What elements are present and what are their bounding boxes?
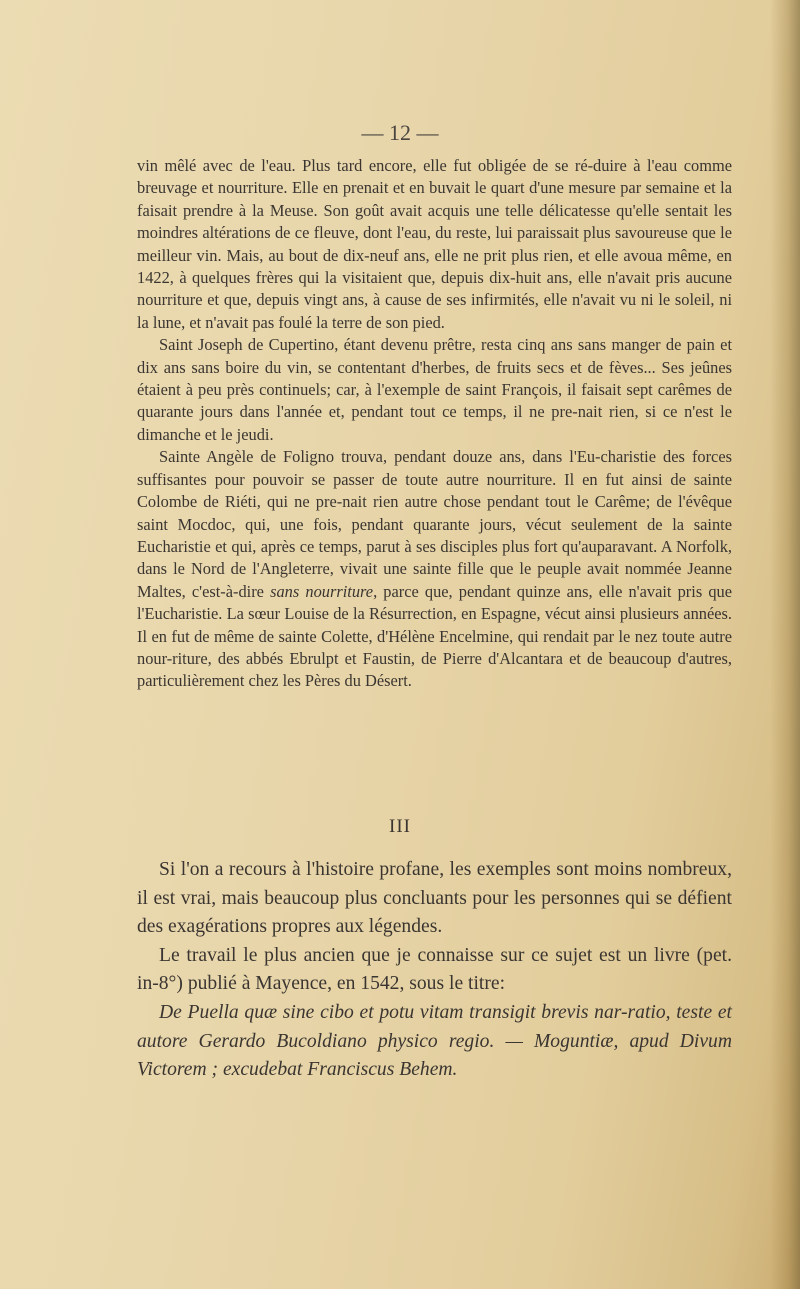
paragraph: Saint Joseph de Cupertino, étant devenu prêtre, resta cinq ans sans manger de pain et dix ans sans boire du vin, se contentant d'herbes, de fruits secs et de fèves... Ses jeûnes étaient à peu près continuels; car, à l'exemple de saint François, il faisait sept carêmes de quarante jours dans l'année et, pendant tout ce temps, il ne pre-nait rien, si ce n'est le dimanche et le jeudi. bbox=[137, 335, 732, 444]
paragraph-text: Sainte Angèle de Foligno trouva, pendant douze ans, dans l'Eu-charistie des forces suffisantes pour pouvoir se passer de toute autre nourriture. Il en fut ainsi de sainte Colombe de Riéti, qui ne pre-nait rien autre chose pendant tout le Carême; de l'évêque saint Mocdoc, qui, une fois, pendant quarante jours, vécut seulement de la sainte Eucharistie et qui, après ce temps, parut à ses disciples plus fort qu'auparavant. A Norfolk, dans le Nord de l'Angleterre, vivait une sainte fille que le peuple avait nommée Jeanne Maltes, c'est-à-dire bbox=[137, 447, 732, 601]
paragraph: Le travail le plus ancien que je connaisse sur ce sujet est un livre (pet. in-8°) publié à Mayence, en 1542, sous le titre: bbox=[137, 944, 732, 995]
italic-phrase: sans nourriture bbox=[270, 581, 374, 601]
body-text-large bbox=[137, 856, 732, 1085]
paragraph: Si l'on a recours à l'histoire profane, les exemples sont moins nombreux, il est vrai, mais beaucoup plus concluants pour les personnes qui se défient des exagérations propres aux légendes. bbox=[137, 859, 732, 938]
body-text-small bbox=[137, 155, 732, 693]
paragraph-text: , parce que, pendant quinze ans, elle n'avait pris que l'Eucharistie. La sœur Louise de la Résurrection, en Espagne, vécut ainsi plusieurs années. Il en fut de même de sainte Colette, d'Hélène Encelmine, qui rendait par le nez toute autre nour-riture, des abbés Ebrulpt et Faustin, de Pierre d'Alcantara et de beaucoup d'autres, particulièrement chez les Pères du Désert. bbox=[137, 581, 732, 691]
page-number: — 12 — bbox=[361, 120, 439, 145]
latin-title: De Puella quæ sine cibo et potu vitam transigit brevis nar-ratio, teste et autore Gerardo Bucoldiano physico regio. — Moguntiæ, apud Divum Victorem ; excudebat Franciscus Behem. bbox=[137, 1001, 732, 1081]
page-edge-shadow bbox=[770, 0, 800, 1289]
paragraph: vin mêlé avec de l'eau. Plus tard encore, elle fut obligée de se ré-duire à l'eau comme breuvage et nourriture. Elle en prenait et en buvait le quart d'une mesure par semaine et la faisait prendre à la Meuse. Son goût avait acquis une telle délicatesse qu'elle sentait les moindres altérations de ce fleuve, dont l'eau, du reste, lui paraissait plus savoureuse que le meilleur vin. Mais, au bout de dix-neuf ans, elle ne prit plus rien, et elle avoua même, en 1422, à quelques frères qui la visitaient que, depuis dix-huit ans, elle n'avait pris aucune nourriture et que, depuis vingt ans, à cause de ses infirmités, elle n'avait vu ni le soleil, ni la lune, et n'avait pas foulé la terre de son pied. bbox=[137, 156, 732, 332]
section-number: III bbox=[389, 816, 411, 837]
paragraph bbox=[137, 446, 732, 692]
